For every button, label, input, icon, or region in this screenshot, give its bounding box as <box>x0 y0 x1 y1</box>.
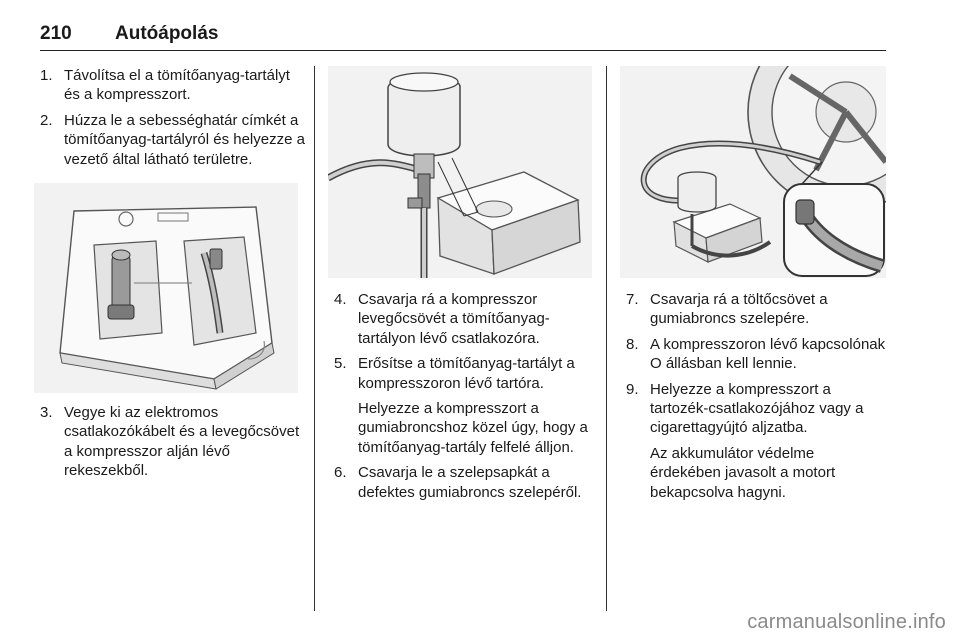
step-text: Távolítsa el a tömítőanyag-tartályt és a kompresszort. <box>64 67 290 104</box>
column-2 <box>334 290 598 508</box>
step-text: Erősítse a tömítőanyag-tartályt a kompresszoron lévő tartóra. <box>358 355 575 392</box>
step-4 <box>334 290 598 348</box>
column-1-top <box>40 66 308 175</box>
step-text: Csavarja rá a töltőcsövet a gumiabroncs szelepére. <box>650 291 828 328</box>
step-6 <box>334 463 598 502</box>
step-text: Húzza le a sebességhatár címkét a tömítőanyag-tartályról és helyezze a vezető által látható területre. <box>64 111 305 168</box>
column-1-bottom <box>40 403 308 487</box>
column-divider-2 <box>606 66 607 611</box>
step-9-note: Az akkumulátor védelme érdekében javasolt a motort bekapcsolva hagyni. <box>650 444 836 501</box>
step-text: Csavarja rá a kompresszor levegőcsövét a tömítőanyag-tartályon lévő csatlakozóra. <box>358 291 550 347</box>
step-text: Helyezze a kompresszort a tartozék-csatlakozójához vagy a cigarettagyújtó aljzatba. <box>650 380 864 437</box>
column-divider-1 <box>314 66 315 611</box>
step-number: 4. <box>334 291 347 308</box>
step-text: A kompresszoron lévő kapcsolónak O állásban kell lennie. <box>650 335 886 373</box>
step-5-note: Helyezze a kompresszort a gumiabroncshoz közel úgy, hogy a tömítőanyag-tartály felfelé álljon. <box>358 400 588 456</box>
column-3 <box>626 290 888 508</box>
step-number: 8. <box>626 335 639 353</box>
step-text: Vegye ki az elektromos csatlakozókábelt és a levegőcsövet a kompresszor alján lévő rekeszekből. <box>64 404 300 480</box>
page-header <box>40 20 886 51</box>
step-1 <box>40 66 308 105</box>
chapter-title: Autóápolás <box>115 23 219 44</box>
step-8 <box>626 335 888 374</box>
figure-compressor-case <box>34 183 298 393</box>
watermark: carmanualsonline.info <box>747 611 946 633</box>
figure-sealant-bottle <box>328 66 592 278</box>
step-7 <box>626 290 888 329</box>
step-5 <box>334 354 598 393</box>
step-number: 1. <box>40 67 53 84</box>
step-number: 5. <box>334 355 347 373</box>
page-number: 210 <box>40 23 72 44</box>
step-number: 7. <box>626 291 639 308</box>
figure-tyre-valve <box>620 66 886 278</box>
step-number: 9. <box>626 380 639 398</box>
step-text: Csavarja le a szelepsapkát a defektes gumiabroncs szelepéről. <box>358 464 582 501</box>
step-3 <box>40 403 308 481</box>
step-2 <box>40 111 308 169</box>
step-number: 3. <box>40 404 53 421</box>
step-number: 6. <box>334 464 347 482</box>
step-number: 2. <box>40 111 53 129</box>
step-9 <box>626 380 888 438</box>
